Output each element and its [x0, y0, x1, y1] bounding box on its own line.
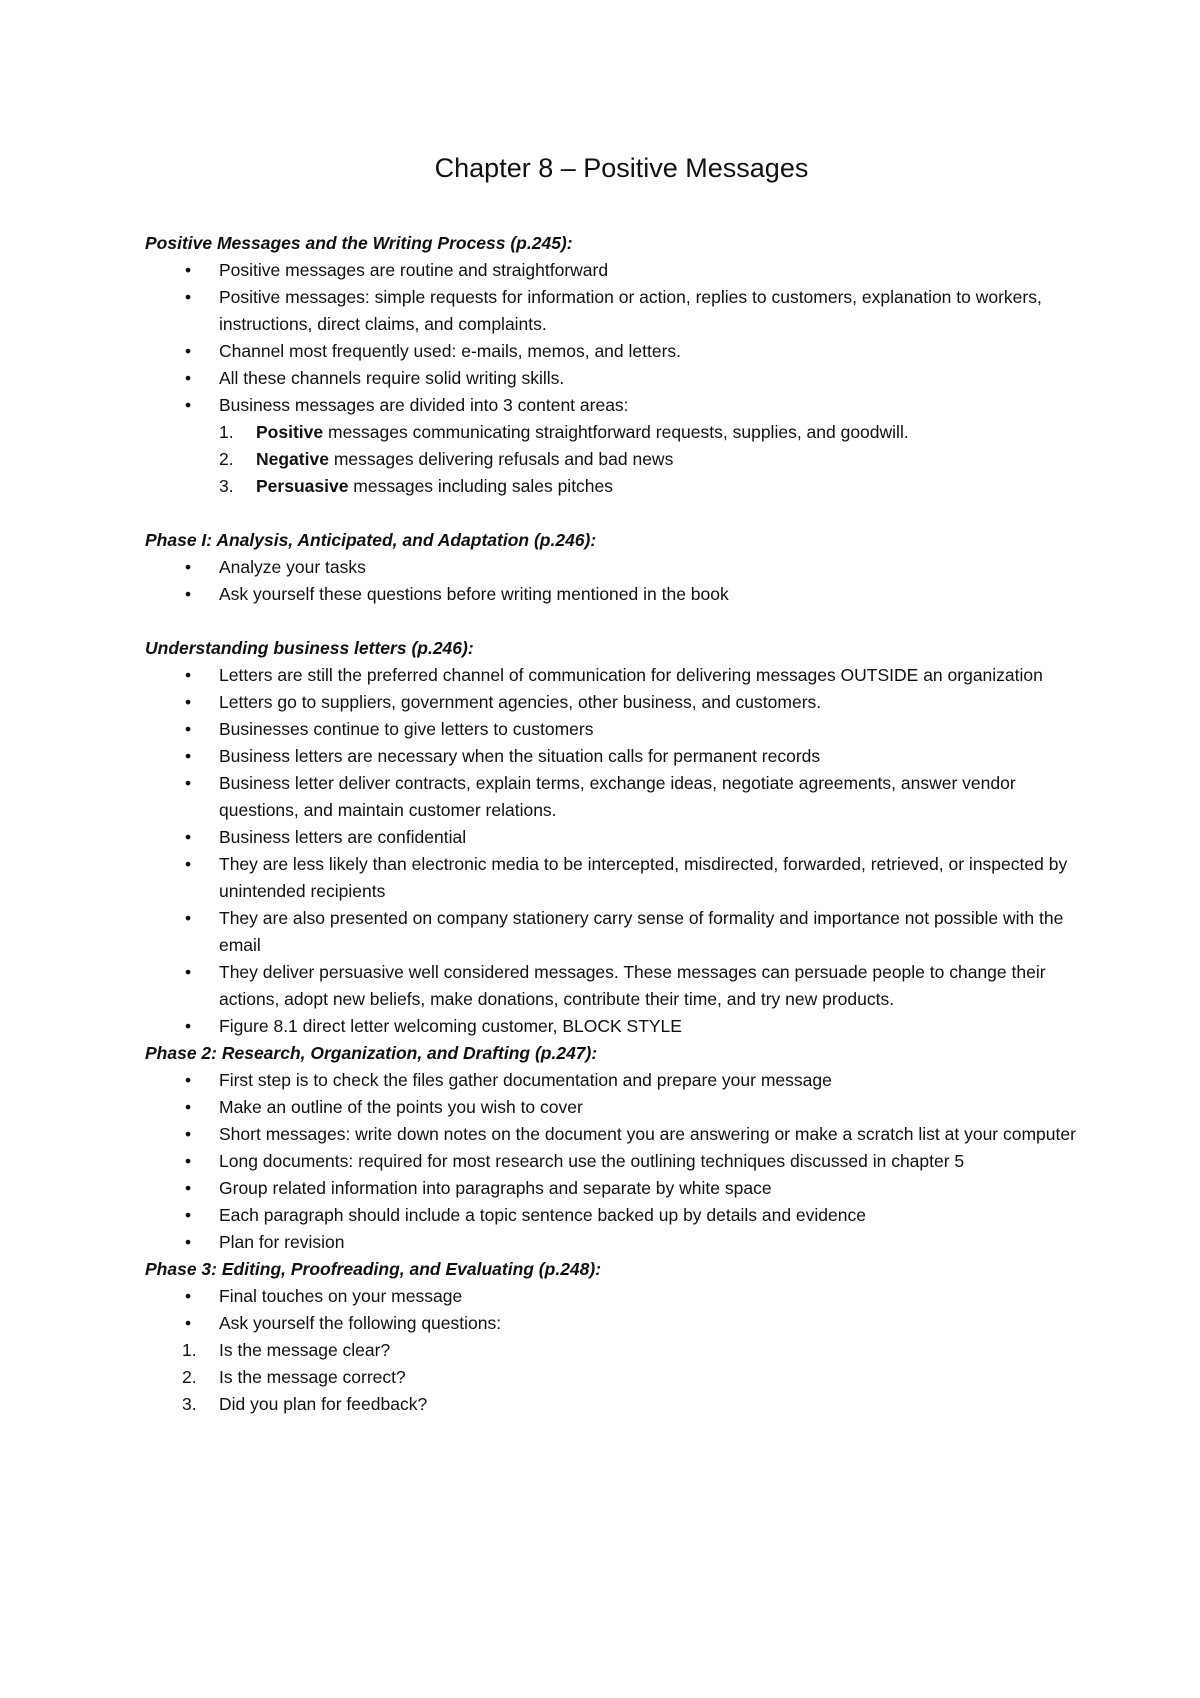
- list-item-text: They are also presented on company stationery carry sense of formality and importance not possible with the email: [219, 908, 1064, 955]
- list-item-text: Businesses continue to give letters to customers: [219, 719, 594, 739]
- bullet-list: [145, 1283, 1080, 1337]
- list-item-text: Group related information into paragraphs and separate by white space: [219, 1178, 772, 1198]
- list-item: [145, 257, 1080, 284]
- bullet-icon: •: [185, 1286, 192, 1306]
- list-item-text: Make an outline of the points you wish to cover: [219, 1097, 583, 1117]
- numbered-item: [145, 1391, 1080, 1418]
- bullet-icon: •: [185, 1313, 192, 1333]
- list-item-text: Business letter deliver contracts, explain terms, exchange ideas, negotiate agreements, answer vendor questions, and maintain customer relations.: [219, 773, 1016, 820]
- list-item-text: Channel most frequently used: e-mails, memos, and letters.: [219, 341, 682, 361]
- list-item: [145, 743, 1080, 770]
- list-item-text: They deliver persuasive well considered messages. These messages can persuade people to change their actions, adopt new beliefs, make donations, contribute their time, and try new products.: [219, 962, 1046, 1009]
- list-item-text: Ask yourself the following questions:: [219, 1313, 502, 1333]
- list-item: [145, 824, 1080, 851]
- list-item: [145, 851, 1080, 905]
- item-text: Did you plan for feedback?: [219, 1394, 428, 1414]
- section-phase-1: [145, 527, 1080, 608]
- list-item-text: Plan for revision: [219, 1232, 345, 1252]
- list-item-text: Long documents: required for most research use the outlining techniques discussed in chapter 5: [219, 1151, 965, 1171]
- item-number: 1.: [182, 1340, 197, 1360]
- bullet-list: [145, 1067, 1080, 1256]
- item-number: 2.: [219, 449, 234, 469]
- bullet-icon: •: [185, 368, 192, 388]
- section-heading: Phase 3: Editing, Proofreading, and Evaluating (p.248):: [145, 1259, 602, 1279]
- list-item-text: Short messages: write down notes on the document you are answering or make a scratch list at your computer: [219, 1124, 1076, 1144]
- item-text: messages delivering refusals and bad news: [328, 449, 674, 469]
- section-heading: Positive Messages and the Writing Process (p.245):: [145, 233, 573, 253]
- bullet-icon: •: [185, 746, 192, 766]
- list-item-text: Letters are still the preferred channel of communication for delivering messages OUTSIDE an organization: [219, 665, 1043, 685]
- numbered-item: [145, 1337, 1080, 1364]
- item-number: 2.: [182, 1367, 197, 1387]
- section-phase-2: [145, 1040, 1080, 1256]
- bullet-icon: •: [185, 1070, 192, 1090]
- bullet-icon: •: [185, 557, 192, 577]
- list-item: [145, 1175, 1080, 1202]
- list-item: [145, 716, 1080, 743]
- section-heading: Understanding business letters (p.246):: [145, 638, 474, 658]
- section-heading: Phase 2: Research, Organization, and Drafting (p.247):: [145, 1043, 598, 1063]
- list-item-text: Business messages are divided into 3 content areas:: [219, 395, 629, 415]
- bullet-icon: •: [185, 584, 192, 604]
- item-number: 3.: [219, 476, 234, 496]
- bullet-icon: •: [185, 395, 192, 415]
- list-item: [145, 284, 1080, 338]
- list-item-text: Figure 8.1 direct letter welcoming customer, BLOCK STYLE: [219, 1016, 682, 1036]
- list-item: [145, 1229, 1080, 1256]
- content-areas-list: [145, 419, 1080, 500]
- bullet-icon: •: [185, 1124, 192, 1144]
- list-item: [145, 662, 1080, 689]
- list-item-text: Positive messages are routine and straightforward: [219, 260, 609, 280]
- list-item: [145, 365, 1080, 392]
- list-item-text: First step is to check the files gather documentation and prepare your message: [219, 1070, 832, 1090]
- list-item-text: Ask yourself these questions before writing mentioned in the book: [219, 584, 729, 604]
- page-title: Chapter 8 – Positive Messages: [434, 153, 809, 183]
- section-business-letters: [145, 635, 1080, 1040]
- section-phase-3: [145, 1256, 1080, 1418]
- bullet-icon: •: [185, 773, 192, 793]
- bullet-icon: •: [185, 1232, 192, 1252]
- list-item-text: Letters go to suppliers, government agencies, other business, and customers.: [219, 692, 822, 712]
- bullet-icon: •: [185, 1178, 192, 1198]
- numbered-item: [145, 419, 1080, 446]
- bullet-icon: •: [185, 962, 192, 982]
- numbered-item: [145, 473, 1080, 500]
- list-item-text: Final touches on your message: [219, 1286, 463, 1306]
- section-writing-process: [145, 230, 1080, 500]
- bullet-icon: •: [185, 827, 192, 847]
- bullet-list: [145, 662, 1080, 1040]
- questions-list: [145, 1337, 1080, 1418]
- bullet-icon: •: [185, 1151, 192, 1171]
- list-item-text: Each paragraph should include a topic sentence backed up by details and evidence: [219, 1205, 866, 1225]
- list-item: [145, 905, 1080, 959]
- item-number: 3.: [182, 1394, 197, 1414]
- list-item: [145, 1202, 1080, 1229]
- item-number: 1.: [219, 422, 234, 442]
- list-item-text: Analyze your tasks: [219, 557, 366, 577]
- bullet-list: [145, 257, 1080, 419]
- list-item: [145, 392, 1080, 419]
- list-item: [145, 1067, 1080, 1094]
- item-text: Is the message correct?: [219, 1367, 406, 1387]
- list-item: [145, 689, 1080, 716]
- numbered-item: [145, 1364, 1080, 1391]
- list-item-text: Business letters are necessary when the situation calls for permanent records: [219, 746, 821, 766]
- bullet-icon: •: [185, 665, 192, 685]
- item-text: Is the message clear?: [219, 1340, 391, 1360]
- bullet-icon: •: [185, 1097, 192, 1117]
- list-item: [145, 1283, 1080, 1310]
- list-item-text: Business letters are confidential: [219, 827, 467, 847]
- item-bold-term: Positive: [256, 422, 324, 442]
- list-item: [145, 338, 1080, 365]
- list-item: [145, 770, 1080, 824]
- bullet-icon: •: [185, 908, 192, 928]
- list-item: [145, 1013, 1080, 1040]
- list-item-text: They are less likely than electronic media to be intercepted, misdirected, forwarded, retrieved, or inspected by unintended recipients: [219, 854, 1068, 901]
- list-item: [145, 581, 1080, 608]
- bullet-icon: •: [185, 1016, 192, 1036]
- bullet-icon: •: [185, 854, 192, 874]
- item-text: messages including sales pitches: [348, 476, 614, 496]
- list-item: [145, 1310, 1080, 1337]
- section-heading: Phase I: Analysis, Anticipated, and Adaptation (p.246):: [145, 530, 597, 550]
- list-item: [145, 1121, 1080, 1148]
- list-item: [145, 959, 1080, 1013]
- item-text: messages communicating straightforward requests, supplies, and goodwill.: [323, 422, 909, 442]
- item-bold-term: Negative: [256, 449, 329, 469]
- bullet-icon: •: [185, 287, 192, 307]
- list-item-text: All these channels require solid writing skills.: [219, 368, 565, 388]
- list-item: [145, 554, 1080, 581]
- bullet-icon: •: [185, 1205, 192, 1225]
- bullet-icon: •: [185, 719, 192, 739]
- list-item: [145, 1094, 1080, 1121]
- numbered-item: [145, 446, 1080, 473]
- bullet-icon: •: [185, 260, 192, 280]
- bullet-icon: •: [185, 341, 192, 361]
- bullet-list: [145, 554, 1080, 608]
- list-item: [145, 1148, 1080, 1175]
- bullet-icon: •: [185, 692, 192, 712]
- list-item-text: Positive messages: simple requests for information or action, replies to customers, explanation to workers, instructions, direct claims, and complaints.: [219, 287, 1042, 334]
- item-bold-term: Persuasive: [256, 476, 349, 496]
